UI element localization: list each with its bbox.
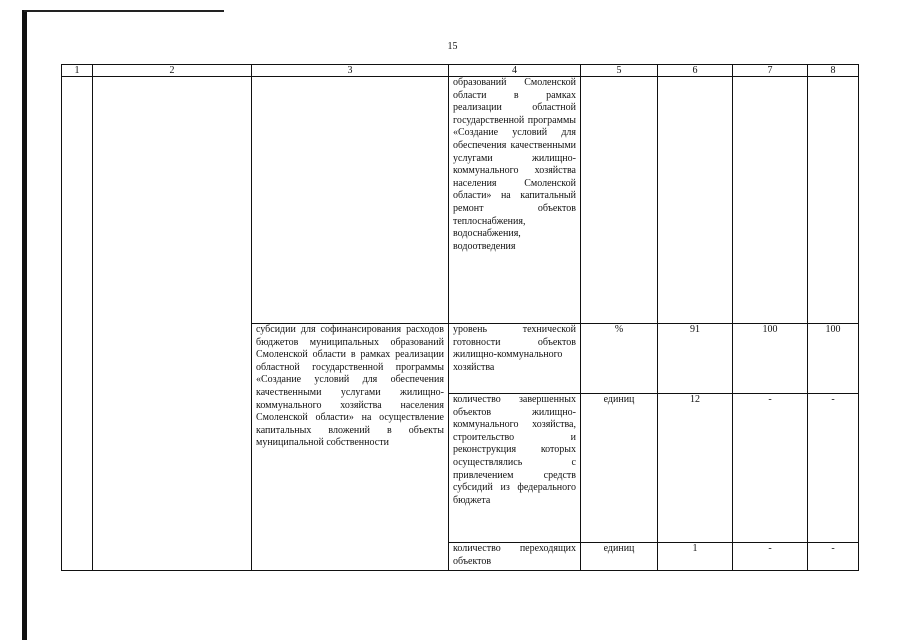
cell-value-6: 12 [658,394,733,543]
header-cell: 1 [62,65,93,77]
table-header-row [62,65,859,77]
cell-value-8: - [808,543,859,571]
cell-indicator: количество переходящих объектов [449,543,581,571]
cell-indicator-continued: образований Смоленской области в рамках реализации областной государственной программы «Создание условий для обеспечения качественными услугами жилищно-коммунального хозяйства населения Смоленской области» на капитальный ремонт объектов теплоснабжения, водоснабжения, водоотведения [449,77,581,324]
header-cell: 2 [93,65,252,77]
cell-empty [658,77,733,324]
cell-subsidy-description: субсидии для софинансирования расходов бюджетов муниципальных образований Смоленской области в рамках реализации областной государственной программы «Создание условий для обеспечения качественными услугами жилищно-коммунального хозяйства населения Смоленской области» на осуществление капитальных вложений в объекты муниципальной собственности [252,324,449,571]
scan-edge-left [22,10,27,640]
cell-col1 [62,77,93,571]
cell-value-8: - [808,394,859,543]
header-cell: 5 [581,65,658,77]
cell-col3-empty [252,77,449,324]
cell-unit-empty [581,77,658,324]
cell-unit: % [581,324,658,394]
cell-value-7: 100 [733,324,808,394]
header-cell: 7 [733,65,808,77]
cell-indicator: уровень технической готовности объектов жилищно-коммунального хозяйства [449,324,581,394]
cell-value-6: 1 [658,543,733,571]
indicators-table [61,64,859,571]
cell-col2 [93,77,252,571]
cell-value-6: 91 [658,324,733,394]
header-cell: 6 [658,65,733,77]
page-number: 15 [447,41,458,52]
cell-unit: единиц [581,543,658,571]
cell-empty [808,77,859,324]
cell-indicator: количество завершенных объектов жилищно-коммунального хозяйства, строительство и реконструкция которых осуществлялись с привлечением средств субсидий из федерального бюджета [449,394,581,543]
header-cell: 4 [449,65,581,77]
header-cell: 3 [252,65,449,77]
cell-unit: единиц [581,394,658,543]
cell-value-7: - [733,394,808,543]
cell-value-7: - [733,543,808,571]
scan-edge-top [24,10,224,12]
cell-empty [733,77,808,324]
table-row [62,77,859,324]
header-cell: 8 [808,65,859,77]
cell-value-8: 100 [808,324,859,394]
